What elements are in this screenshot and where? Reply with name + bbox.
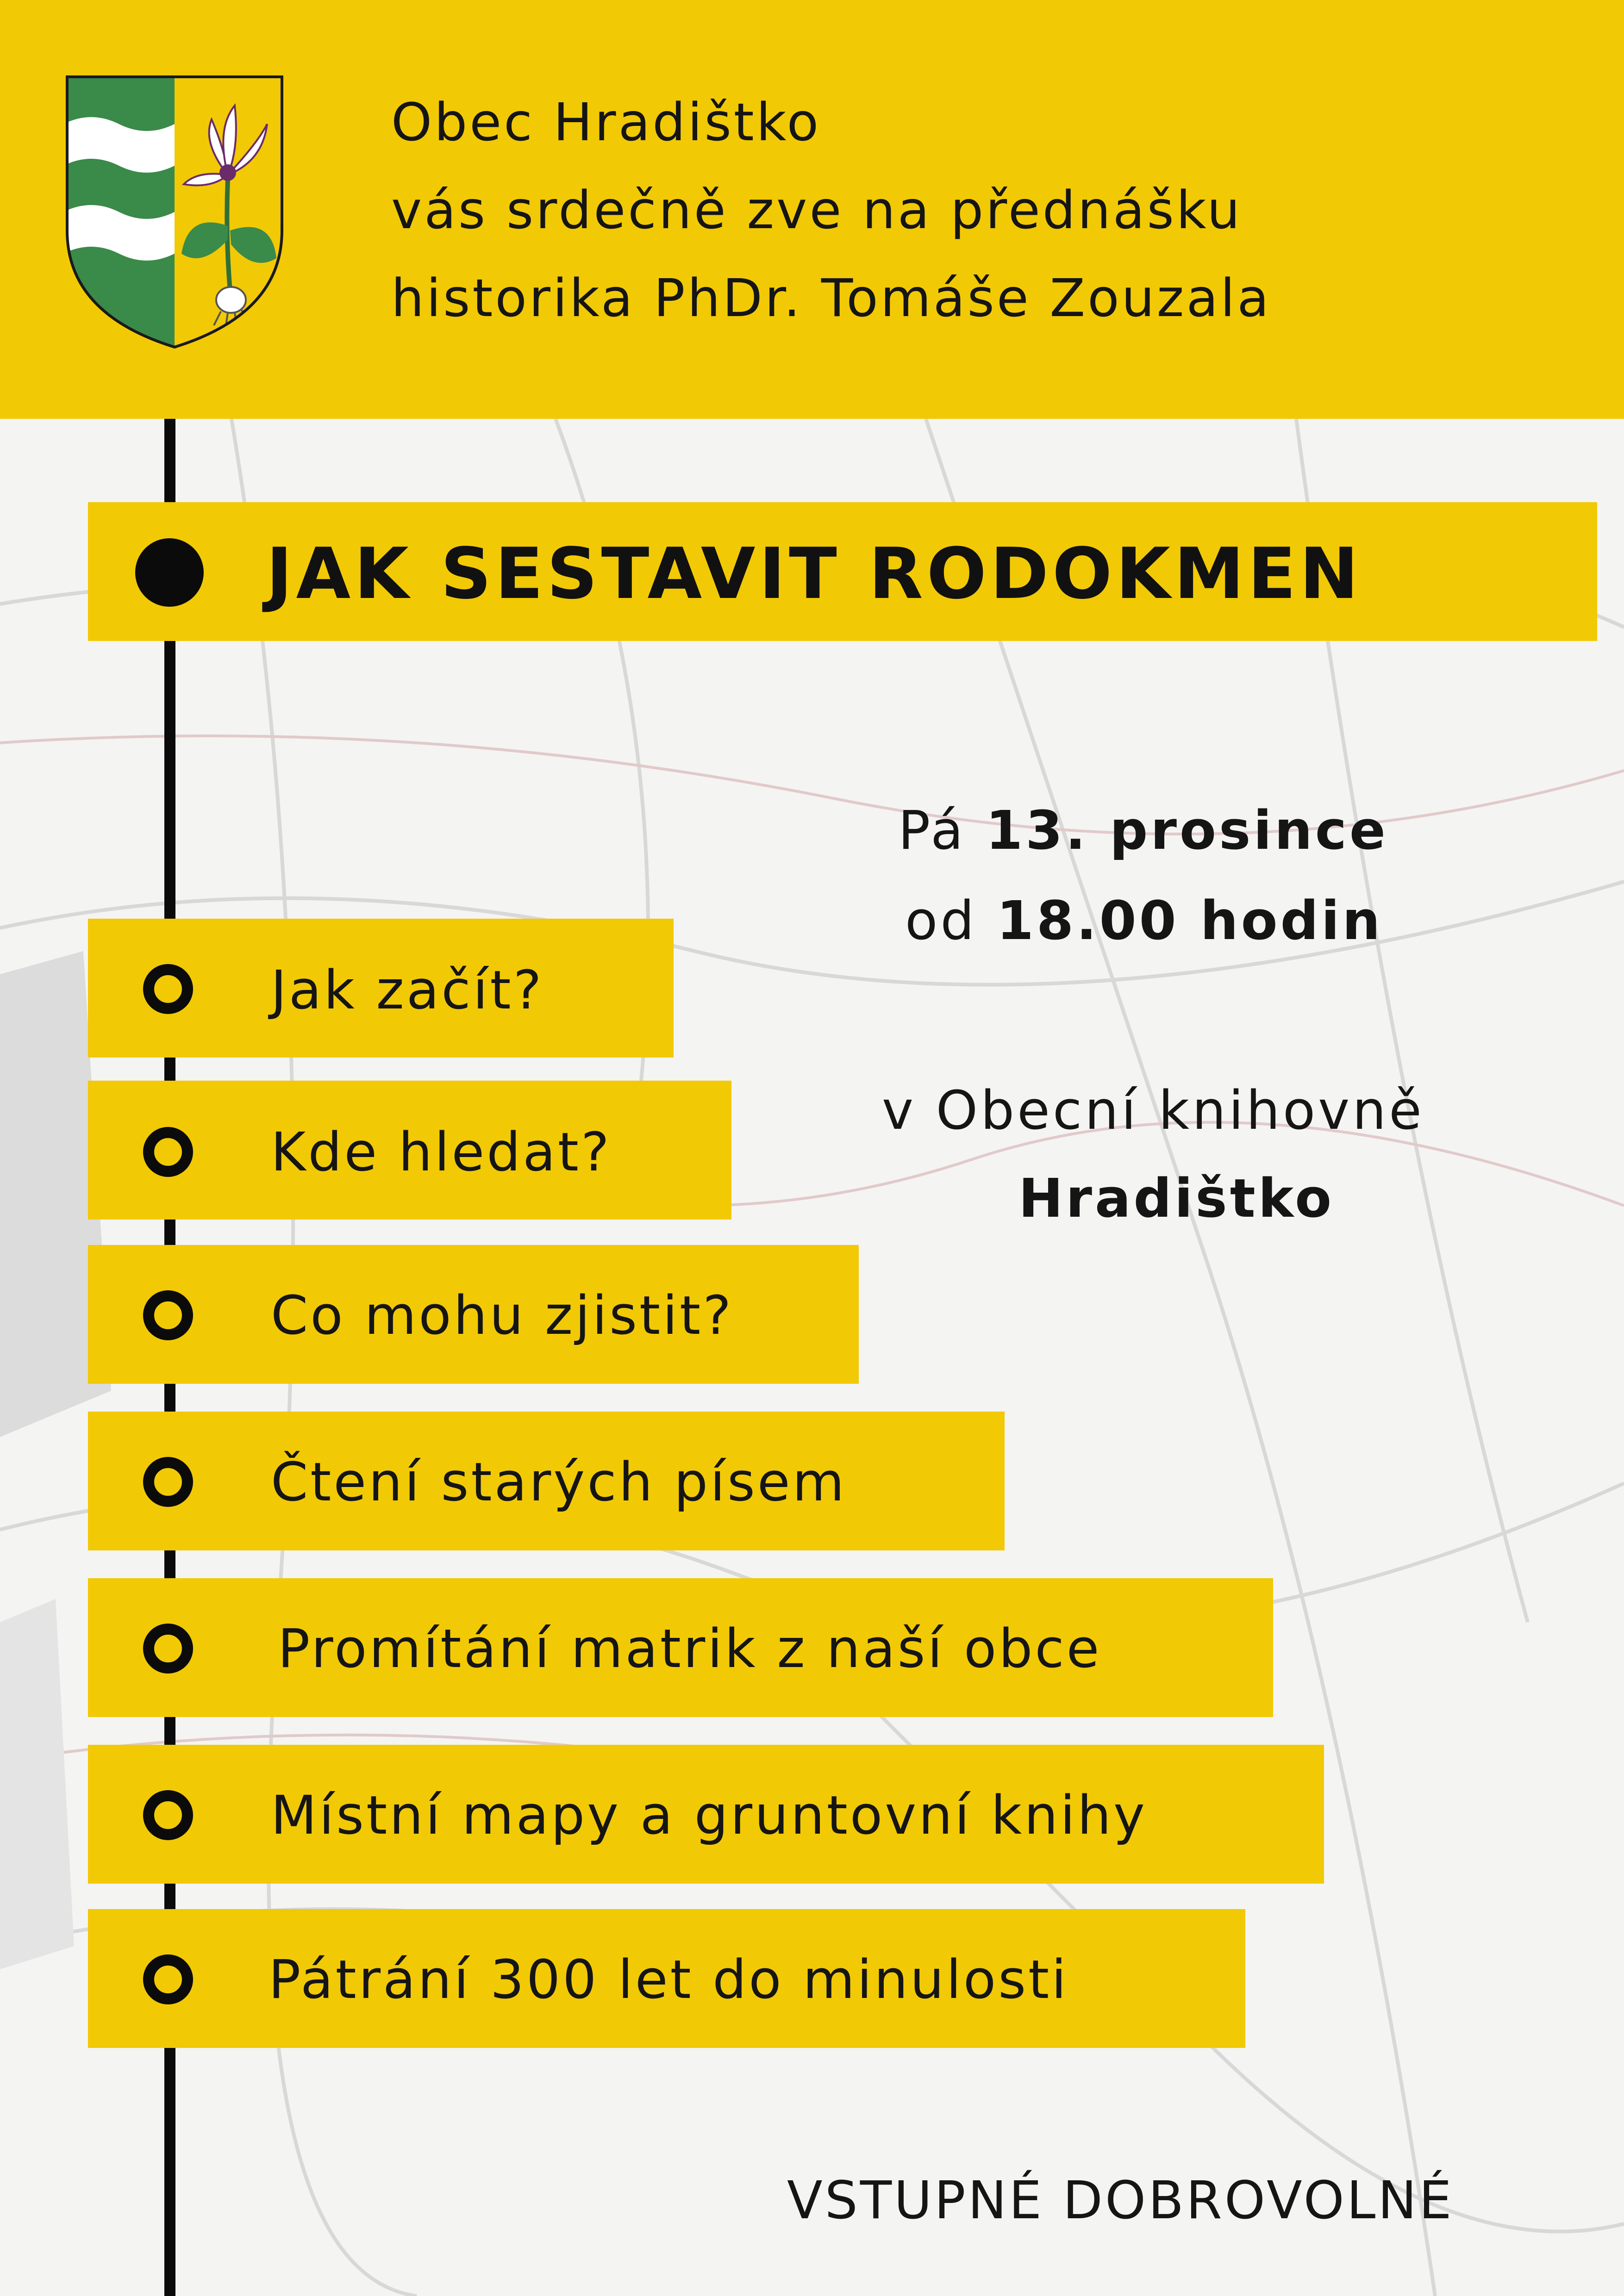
event-place: Hradištko: [1018, 1168, 1335, 1230]
event-day: Pá: [898, 800, 966, 862]
invitation-line-3: historika PhDr. Tomáše Zouzala: [391, 268, 1271, 329]
agenda-item-label: Promítání matrik z naší obce: [278, 1618, 1102, 1680]
admission-note: VSTUPNÉ DOBROVOLNÉ: [787, 2171, 1454, 2231]
agenda-item-label: Pátrání 300 let do minulosti: [269, 1949, 1069, 2011]
agenda-item-label: Jak začít?: [271, 959, 544, 1021]
event-time: [905, 891, 1383, 951]
village-coat-of-arms-icon: [63, 73, 286, 351]
circle-bullet-icon: [143, 1790, 193, 1840]
event-date: [898, 801, 1388, 861]
circle-bullet-icon: [143, 1457, 193, 1507]
event-time-value: 18.00 hodin: [996, 890, 1383, 952]
circle-bullet-icon: [143, 1290, 193, 1340]
circle-bullet-icon: [143, 1954, 193, 2004]
circle-bullet-icon: [143, 1624, 193, 1674]
event-venue: v Obecní knihovně: [882, 1080, 1424, 1142]
title-bullet-icon: [135, 538, 204, 607]
header-band: [0, 0, 1624, 419]
event-date-value: 13. prosince: [986, 800, 1388, 862]
invitation-text: [391, 79, 1271, 342]
agenda-item-label: Čtení starých písem: [271, 1451, 847, 1513]
circle-bullet-icon: [143, 964, 193, 1014]
lecture-title: JAK SESTAVIT RODOKMEN: [266, 533, 1362, 615]
agenda-item-label: Místní mapy a gruntovní knihy: [271, 1785, 1148, 1847]
invitation-line-2: vás srdečně zve na přednášku: [391, 180, 1243, 241]
agenda-item-label: Kde hledat?: [271, 1121, 612, 1183]
agenda-item-label: Co mohu zjistit?: [271, 1285, 734, 1347]
circle-bullet-icon: [143, 1127, 193, 1177]
invitation-line-1: Obec Hradištko: [391, 93, 821, 153]
event-time-prefix: od: [905, 890, 977, 952]
